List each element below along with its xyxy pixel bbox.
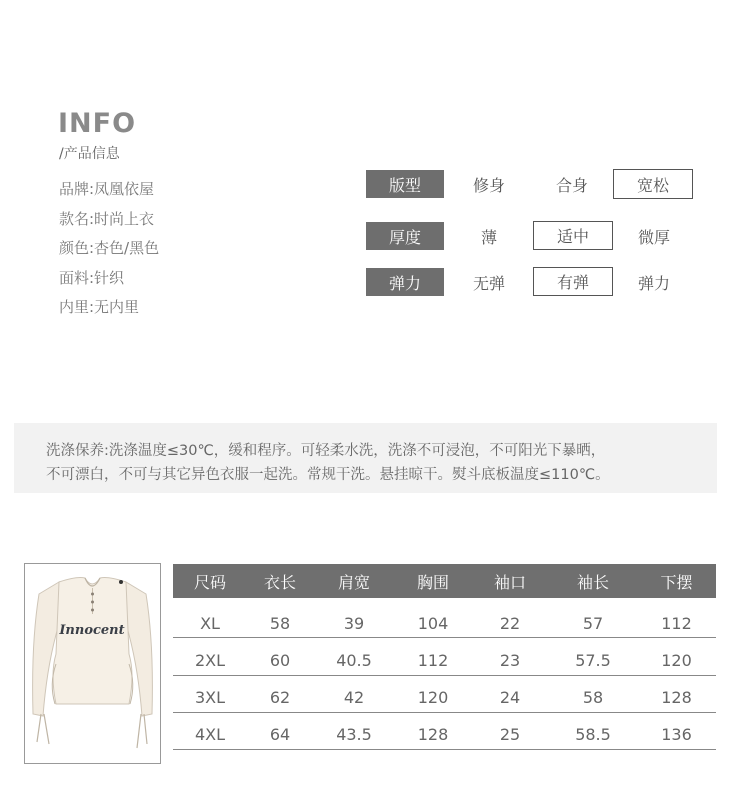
th-sleeve: 袖长 — [576, 572, 609, 592]
cell-r3-size: 3XL — [194, 687, 226, 707]
cell-r3-length: 62 — [269, 687, 291, 707]
cell-r4-sleeve: 58.5 — [575, 724, 611, 744]
attr-label-stretch: 弹力 — [366, 268, 444, 296]
cell-r2-hem: 120 — [661, 650, 692, 670]
cell-r3-shoulder: 42 — [343, 687, 365, 707]
spec-fabric: 面料:针织 — [59, 269, 125, 287]
info-title: INFO — [58, 108, 137, 139]
cell-r2-size: 2XL — [194, 650, 226, 670]
spec-brand: 品牌:凤凰依屋 — [59, 180, 155, 198]
care-line-1: 洗涤保养:洗涤温度≤30℃，缓和程序。可轻柔水洗，洗涤不可浸泡，不可阳光下暴晒， — [46, 443, 606, 459]
attr-thickness-opt-3: 微厚 — [637, 227, 670, 247]
attr-stretch-opt-2-selected: 有弹 — [533, 267, 613, 296]
size-table-header — [173, 564, 716, 598]
spec-style-name: 款名:时尚上衣 — [59, 210, 155, 228]
cell-r2-chest: 112 — [417, 650, 449, 670]
cell-r1-length: 58 — [269, 613, 291, 633]
cell-r4-cuff: 25 — [499, 724, 521, 744]
attr-fit-opt-3-selected: 宽松 — [613, 169, 693, 199]
info-subtitle: /产品信息 — [59, 146, 120, 162]
cell-r4-hem: 136 — [661, 724, 692, 744]
attr-fit-opt-2: 合身 — [555, 175, 588, 195]
attr-stretch-opt-3: 弹力 — [637, 273, 670, 293]
cell-r1-size: XL — [200, 613, 220, 633]
cell-r4-length: 64 — [269, 724, 291, 744]
th-chest: 胸围 — [416, 572, 449, 592]
attr-thickness-opt-2-selected: 适中 — [533, 221, 613, 250]
cell-r1-shoulder: 39 — [343, 613, 365, 633]
attr-thickness-opt-1: 薄 — [480, 227, 497, 247]
th-shoulder: 肩宽 — [337, 572, 370, 592]
spec-color: 颜色:杏色/黑色 — [59, 239, 160, 257]
cell-r4-chest: 128 — [417, 724, 449, 744]
th-hem: 下摆 — [660, 572, 693, 592]
th-size: 尺码 — [193, 572, 226, 592]
row-divider — [173, 675, 716, 676]
cell-r2-length: 60 — [269, 650, 291, 670]
spec-lining: 内里:无内里 — [59, 298, 140, 316]
cell-r4-size: 4XL — [194, 724, 226, 744]
shirt-print-text: Innocent — [59, 623, 125, 638]
th-length: 衣长 — [263, 572, 296, 592]
attr-fit-opt-1: 修身 — [472, 175, 505, 195]
th-cuff: 袖口 — [493, 572, 526, 592]
cell-r1-hem: 112 — [661, 613, 692, 633]
cell-r2-cuff: 23 — [499, 650, 521, 670]
cell-r1-chest: 104 — [417, 613, 449, 633]
cell-r3-chest: 120 — [417, 687, 449, 707]
product-photo — [24, 563, 161, 764]
cell-r2-shoulder: 40.5 — [336, 650, 372, 670]
attr-stretch-opt-1: 无弹 — [472, 273, 505, 293]
cell-r4-shoulder: 43.5 — [336, 724, 372, 744]
cell-r1-sleeve: 57 — [582, 613, 604, 633]
row-divider — [173, 637, 716, 638]
row-divider — [173, 749, 716, 750]
attr-label-thickness: 厚度 — [366, 222, 444, 250]
care-line-2: 不可漂白，不可与其它异色衣服一起洗。常规干洗。悬挂晾干。熨斗底板温度≤110℃。 — [46, 467, 610, 483]
cell-r1-cuff: 22 — [499, 613, 521, 633]
cell-r3-hem: 128 — [661, 687, 692, 707]
cell-r3-sleeve: 58 — [582, 687, 604, 707]
cell-r2-sleeve: 57.5 — [575, 650, 611, 670]
attr-label-fit: 版型 — [366, 170, 444, 198]
row-divider — [173, 712, 716, 713]
sweater-illustration — [25, 564, 160, 763]
cell-r3-cuff: 24 — [499, 687, 521, 707]
